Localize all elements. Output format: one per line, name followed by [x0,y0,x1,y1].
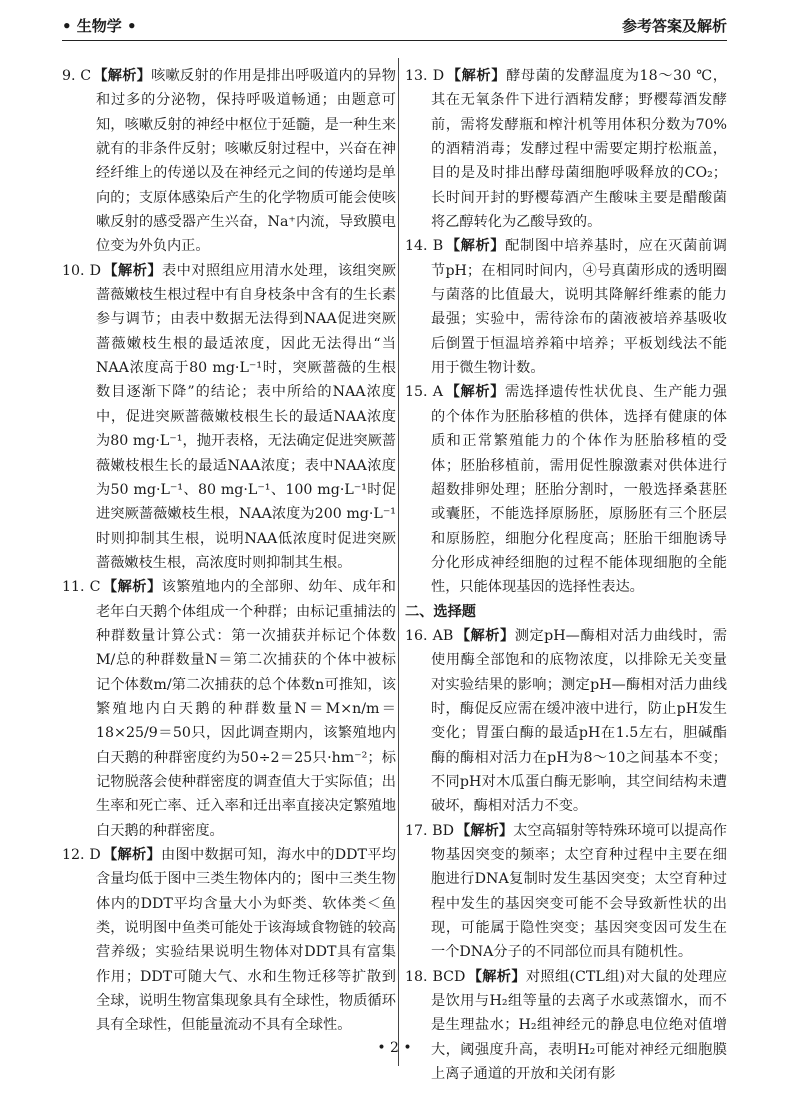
right-column [405,64,727,1086]
analysis-tag: 【解析】 [446,68,507,84]
answer-item-12 [62,843,396,1038]
analysis-tag: 【解析】 [455,627,515,644]
answer-item-17 [405,819,727,965]
item-answer: A [432,384,443,401]
answer-item-13 [405,64,727,234]
analysis-tag: 【解析】 [102,262,163,279]
item-answer: BD [432,822,454,839]
answer-item-14 [405,234,727,380]
item-answer: BCD [432,968,466,985]
item-text: 配制图中培养基时，应在灭菌前调节pH；在相同时间内，④号真菌形成的透明圈与菌落的比值最大，说明其降解纤维素的能力最强；实验中，需待涂布的菌液被培养基吸收后倒置于恒温培养箱中培养；平板划线法不能用于微生物计数。 [431,238,727,377]
item-answer: D [89,847,101,863]
item-text: 测定pH—酶相对活力曲线时，需使用酶全部饱和的底物浓度，以排除无关变量对实验结果的影响；测定pH—酶相对活力曲线时，酶促反应需在缓冲液中进行，防止pH发生变化；胃蛋白酶的最适pH在1.5左右，胆碱酯酶的酶相对活力在pH为8～10之间基本不变；不同pH对木瓜蛋白酶无影响，其空间结构未遭破坏，酶相对活力不变。 [431,627,727,815]
answer-item-11 [62,575,396,843]
item-answer: AB [432,627,454,644]
answer-item-18 [405,965,727,1087]
item-text: 由图中数据可知，海水中的DDT平均含量均低于图中三类生物体内的；图中三类生物体内的DDT平均含量大小为虾类、软体类＜鱼类，说明图中鱼类可能处于该海域食物链的较高营养级；实验结果说明生物体对DDT具有富集作用；DDT可随大气、水和生物迁移等扩散到全球，说明生物富集现象具有全球性，物质循环具有全球性，但能量流动不具有全球性。 [96,847,396,1034]
analysis-tag: 【解析】 [93,68,152,84]
item-answer: D [89,262,101,279]
section-title: 参考答案及解析 [621,17,727,35]
item-text: 对照组(CTL组)对大鼠的处理应是饮用与H₂组等量的去离子水或蒸馏水，而不是生理盐水；H₂组神经元的静息电位绝对值增大，阈强度升高，表明H₂可能对神经元细胞膜上离子通道的开放和关闭有影 [431,968,727,1083]
section-heading: 二、选择题 [405,603,476,620]
answer-item-10 [62,259,396,575]
item-number: 9. [62,68,76,84]
page-number: • 2 • [377,1040,412,1056]
analysis-tag: 【解析】 [445,238,506,255]
item-number: 11. [62,579,85,596]
item-number: 16. [405,627,428,644]
item-text: 该繁殖地内的全部卵、幼年、成年和老年白天鹅个体组成一个种群；由标记重捕法的种群数量计算公式：第一次捕获并标记个体数M/总的种群数量N＝第二次捕获的个体中被标记个体数m/第二次捕获的总个体数n可推知，该繁殖地内白天鹅的种群数量N＝M×n/m＝18×25/9＝50只，因此调查期内，该繁殖地内白天鹅的种群密度约为50÷2＝25只·hm⁻²；标记物脱落会使种群密度的调查值大于实际值；出生率和死亡率、迁入率和迁出率直接决定繁殖地白天鹅的种群密度。 [96,579,396,839]
item-number: 15. [405,384,428,401]
answer-item-9 [62,64,396,259]
left-column [62,64,396,1038]
analysis-tag: 【解析】 [467,968,526,985]
item-text: 酵母菌的发酵温度为18～30 ℃，其在无氧条件下进行酒精发酵；野樱莓酒发酵前，需将发酵瓶和榨汁机等用体积分数为70%的酒精消毒；发酵过程中需要定期拧松瓶盖，目的是及时排出酵母菌细胞呼吸释放的CO₂；长时间开封的野樱莓酒产生酸味主要是醋酸菌将乙醇转化为乙酸导致的。 [431,68,727,231]
analysis-tag: 【解析】 [445,384,506,401]
subject-label: • 生物学 • [62,17,137,35]
item-number: 14. [405,238,428,255]
item-answer: C [89,579,101,596]
answer-item-15 [405,380,727,599]
item-answer: B [432,238,444,255]
answer-item-16 [405,624,727,819]
analysis-tag: 【解析】 [455,822,514,839]
item-number: 13. [405,68,428,84]
analysis-tag: 【解析】 [102,847,161,863]
item-text: 需选择遗传性状优良、生产能力强的个体作为胚胎移植的供体，选择有健康的体质和正常繁殖能力的个体作为胚胎移植的受体；胚胎移植前，需用促性腺激素对供体进行超数排卵处理；胚胎分割时，一般选择桑葚胚或囊胚，不能选择原肠胚，原肠胚有三个胚层和原肠腔，细胞分化程度高；胚胎干细胞诱导分化形成神经细胞的过程不能体现细胞的全能性，只能体现基因的选择性表达。 [431,384,727,596]
page-header [62,14,727,41]
item-text: 太空高辐射等特殊环境可以提高作物基因突变的频率；太空育种过程中主要在细胞进行DNA复制时发生基因突变；太空育种过程中发生的基因突变可能不会导致新性状的出现，可能属于隐性突变；基因突变因可发生在一个DNA分子的不同部位而具有随机性。 [431,822,727,961]
item-answer: C [80,68,92,84]
item-number: 18. [405,968,428,985]
column-divider [398,58,399,1066]
item-answer: D [432,68,445,84]
analysis-tag: 【解析】 [102,579,162,596]
item-number: 12. [62,847,85,863]
item-number: 17. [405,822,428,839]
item-number: 10. [62,262,85,279]
item-text: 表中对照组应用清水处理，该组突厥蔷薇嫩枝生根过程中有自身枝条中含有的生长素参与调节；由表中数据无法得到NAA促进突厥蔷薇嫩枝生根的最适浓度，因此无法得出“当NAA浓度高于80 mg·L⁻¹时，突厥蔷薇的生根数目逐渐下降”的结论；表中所给的NAA浓度中，促进突厥蔷薇嫩枝根生长的最适NAA浓度为80 mg·L⁻¹，抛开表格，无法确定促进突厥蔷薇嫩枝根生长的最适NAA浓度；表中NAA浓度为50 mg·L⁻¹、80 mg·L⁻¹、100 mg·L⁻¹时促进突厥蔷薇嫩枝生根，NAA浓度为200 mg·L⁻¹时则抑制其生根，说明NAA低浓度时促进突厥蔷薇嫩枝生根，高浓度时则抑制其生根。 [96,262,396,571]
item-text: 咳嗽反射的作用是排出呼吸道内的异物和过多的分泌物，保持呼吸道畅通；由题意可知，咳嗽反射的神经中枢位于延髓，是一种生来就有的非条件反射；咳嗽反射过程中，兴奋在神经纤维上的传递以及在神经元之间的传递均是单向的；支原体感染后产生的化学物质可能会使咳嗽反射的感受器产生兴奋，Na⁺内流，导致膜电位变为外负内正。 [96,68,396,255]
